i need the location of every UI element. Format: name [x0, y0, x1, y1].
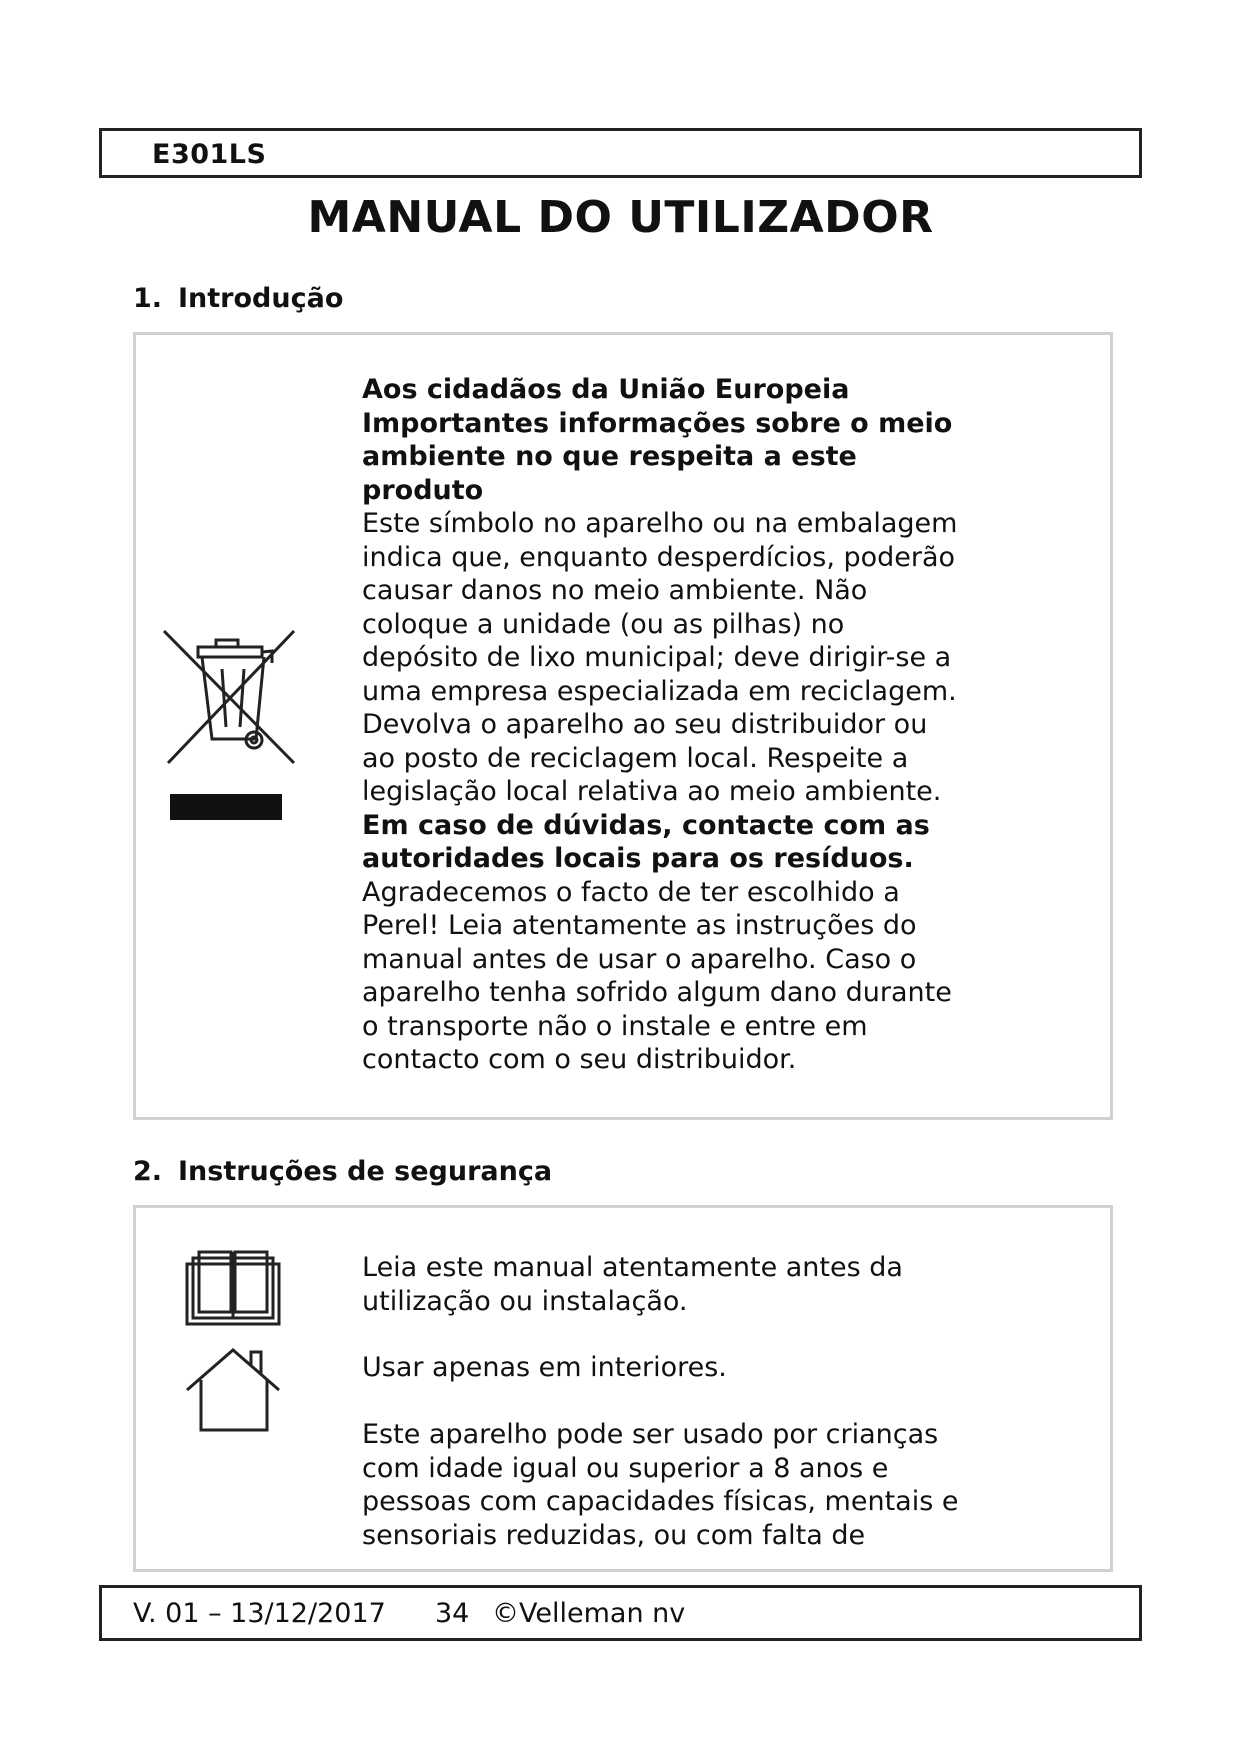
weee-heading-line: Aos cidadãos da União Europeia — [362, 374, 850, 405]
weee-text — [362, 373, 1002, 1077]
weee-body-line: uma empresa especializada em reciclagem. — [362, 675, 957, 707]
model-header-box — [99, 128, 1142, 178]
thanks-line: aparelho tenha sofrido algum dano durante — [362, 977, 952, 1008]
section-1-number: 1. — [133, 283, 163, 314]
safety-text-line: utilização ou instalação. — [362, 1285, 688, 1317]
footer-page-number: 34 — [435, 1598, 470, 1629]
weee-body-line: depósito de lixo municipal; deve dirigir-se a — [362, 642, 952, 673]
weee-body-line: Devolva o aparelho ao seu distribuidor ou — [362, 709, 928, 740]
doubt-line: Em caso de dúvidas, contacte com as — [362, 809, 930, 841]
thanks-line: Perel! Leia atentamente as instruções do — [362, 910, 917, 941]
page-title: MANUAL DO UTILIZADOR — [307, 192, 934, 243]
thanks-line: manual antes de usar o aparelho. Caso o — [362, 943, 917, 975]
weee-heading-line: ambiente no que respeita a este — [362, 441, 857, 472]
safety-text-line: sensoriais reduzidas, ou com falta de — [362, 1519, 866, 1551]
section-1-title: Introdução — [178, 283, 344, 314]
safety-text-line: Usar apenas em interiores. — [362, 1352, 727, 1383]
weee-body-line: ao posto de reciclagem local. Respeite a — [362, 742, 909, 774]
footer-version: V. 01 – 13/12/2017 — [133, 1598, 386, 1629]
safety-text-line: Leia este manual atentamente antes da — [362, 1252, 903, 1283]
thanks-line: o transporte não o instale e entre em — [362, 1010, 868, 1042]
safety-text-line: pessoas com capacidades físicas, mentais e — [362, 1486, 959, 1517]
doubt-line: autoridades locais para os resíduos. — [362, 843, 914, 874]
weee-body-line: legislação local relativa ao meio ambiente. — [362, 776, 942, 807]
weee-notice-panel — [133, 332, 1113, 1120]
safety-text-line: com idade igual ou superior a 8 anos e — [362, 1452, 889, 1484]
footer-copyright: ©Velleman nv — [492, 1598, 686, 1629]
footer-box — [99, 1585, 1142, 1641]
house-icon — [183, 1346, 283, 1434]
thanks-line: contacto com o seu distribuidor. — [362, 1044, 797, 1075]
model-number: E301LS — [152, 139, 267, 170]
section-2-heading — [133, 1156, 552, 1187]
section-1-heading — [133, 283, 343, 314]
safety-text-line: Este aparelho pode ser usado por crianças — [362, 1419, 939, 1450]
section-2-number: 2. — [133, 1156, 163, 1187]
thanks-line: Agradecemos o facto de ter escolhido a — [362, 876, 900, 908]
section-2-title: Instruções de segurança — [178, 1156, 553, 1187]
safety-instructions-panel — [133, 1205, 1113, 1572]
safety-item-read-manual — [362, 1251, 1002, 1318]
weee-body-line: Este símbolo no aparelho ou na embalagem — [362, 508, 958, 539]
safety-item-children — [362, 1418, 1002, 1552]
weee-body-line: causar danos no meio ambiente. Não — [362, 575, 868, 606]
open-book-icon — [183, 1248, 283, 1328]
crossed-out-wheelie-bin-icon — [160, 627, 300, 823]
weee-heading-line: produto — [362, 474, 484, 506]
safety-item-indoor — [362, 1351, 1002, 1385]
weee-heading-line: Importantes informações sobre o meio — [362, 407, 953, 439]
weee-body-line: indica que, enquanto desperdícios, poderão — [362, 541, 956, 573]
weee-body-line: coloque a unidade (ou as pilhas) no — [362, 608, 845, 640]
